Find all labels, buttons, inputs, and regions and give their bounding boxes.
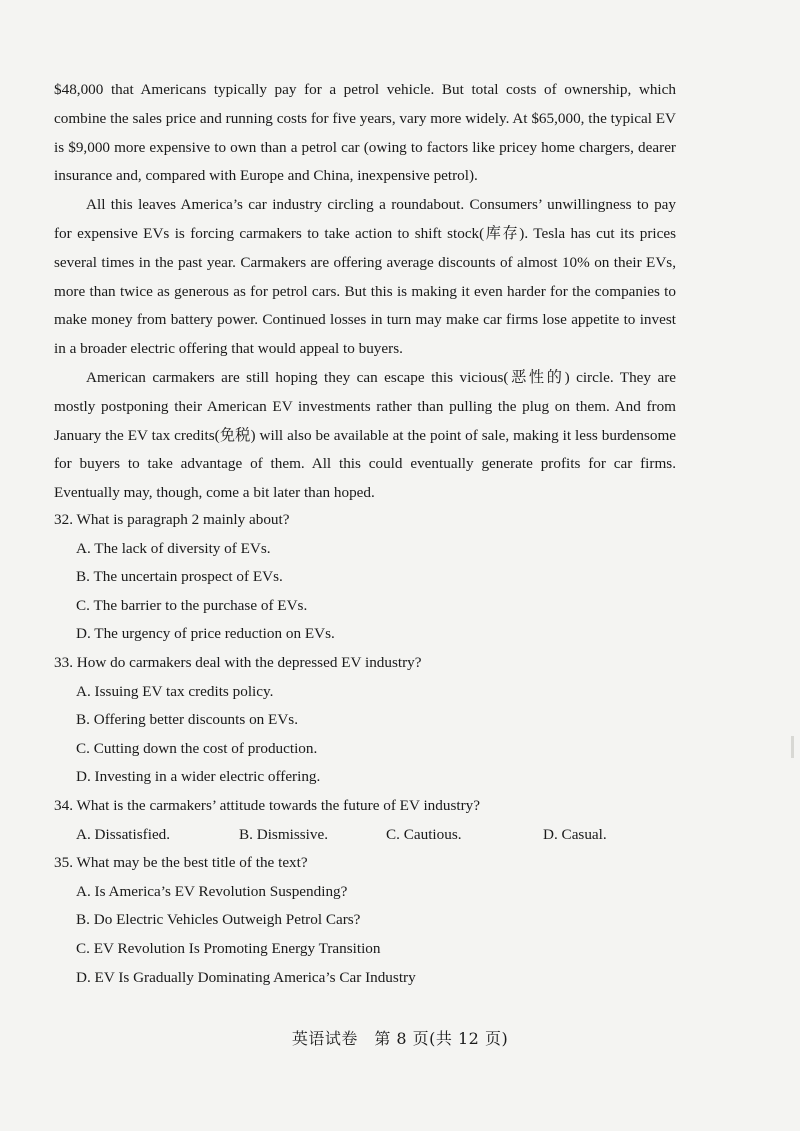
paragraph-1: $48,000 that Americans typically pay for a petrol vehicle. But total costs of ownership, which combine the sales price and running costs for five years, vary more widely. At $65,000, the typical EV is $9,000 more expensive to own than a petrol car (owing to factors like pricey home chargers, dearer insurance and, compared with Europe and China, inexpensive petrol). (54, 81, 676, 185)
option-c: C. The barrier to the purchase of EVs. (76, 596, 308, 614)
option-d: D. The urgency of price reduction on EVs. (76, 625, 335, 643)
option-c: C. EV Revolution Is Promoting Energy Transition (76, 939, 381, 957)
option-b: B. The uncertain prospect of EVs. (76, 568, 283, 586)
inline-options (76, 821, 694, 850)
scan-edge-mark (791, 736, 794, 758)
option-a: A. Is America’s EV Revolution Suspending? (76, 882, 348, 900)
question-32 (54, 506, 694, 649)
question-stem: 33. How do carmakers deal with the depressed EV industry? (54, 653, 422, 671)
option-d: D. EV Is Gradually Dominating America’s Car Industry (76, 968, 416, 986)
reading-passage (54, 76, 676, 508)
option-c: C. Cutting down the cost of production. (76, 739, 318, 757)
question-35 (54, 849, 694, 992)
option-b: B. Offering better discounts on EVs. (76, 711, 299, 729)
question-stem: 35. What may be the best title of the text? (54, 854, 308, 872)
option-c: C. Cautious. (386, 825, 462, 843)
option-a: A. Dissatisfied. (76, 825, 171, 843)
question-list (54, 506, 694, 992)
option-b: B. Do Electric Vehicles Outweigh Petrol Cars? (76, 911, 361, 929)
question-34 (54, 792, 694, 849)
option-b: B. Dismissive. (239, 825, 329, 843)
paragraph-3: American carmakers are still hoping they can escape this vicious(恶性的) circle. They are mostly postponing their American EV investments rather than pulling the plug on them. And from January the EV tax credits(免税) will also be available at the point of sale, making it less burdensome for buyers to take advantage of them. All this could eventually generate profits for car firms. Eventually may, though, come a bit later than hoped. (54, 368, 676, 502)
question-stem: 34. What is the carmakers’ attitude towards the future of EV industry? (54, 796, 480, 814)
page-footer: 英语试卷 第 8 页(共 12 页) (291, 1029, 509, 1048)
question-stem: 32. What is paragraph 2 mainly about? (54, 511, 290, 528)
option-d: D. Investing in a wider electric offering. (76, 768, 321, 786)
paragraph-2: All this leaves America’s car industry circling a roundabout. Consumers’ unwillingness to pay for expensive EVs is forcing carmakers to take action to shift stock(库存). Tesla has cut its prices several times in the past year. Carmakers are offering average discounts of almost 10% on their EVs, more than twice as generous as for petrol cars. But this is making it even harder for the companies to make money from battery power. Continued losses in turn may make car firms lose appetite to invest in a broader electric offering that would appeal to buyers. (54, 196, 676, 358)
option-a: A. The lack of diversity of EVs. (76, 539, 271, 557)
option-a: A. Issuing EV tax credits policy. (76, 682, 274, 700)
question-33 (54, 649, 694, 792)
option-d: D. Casual. (543, 825, 607, 843)
